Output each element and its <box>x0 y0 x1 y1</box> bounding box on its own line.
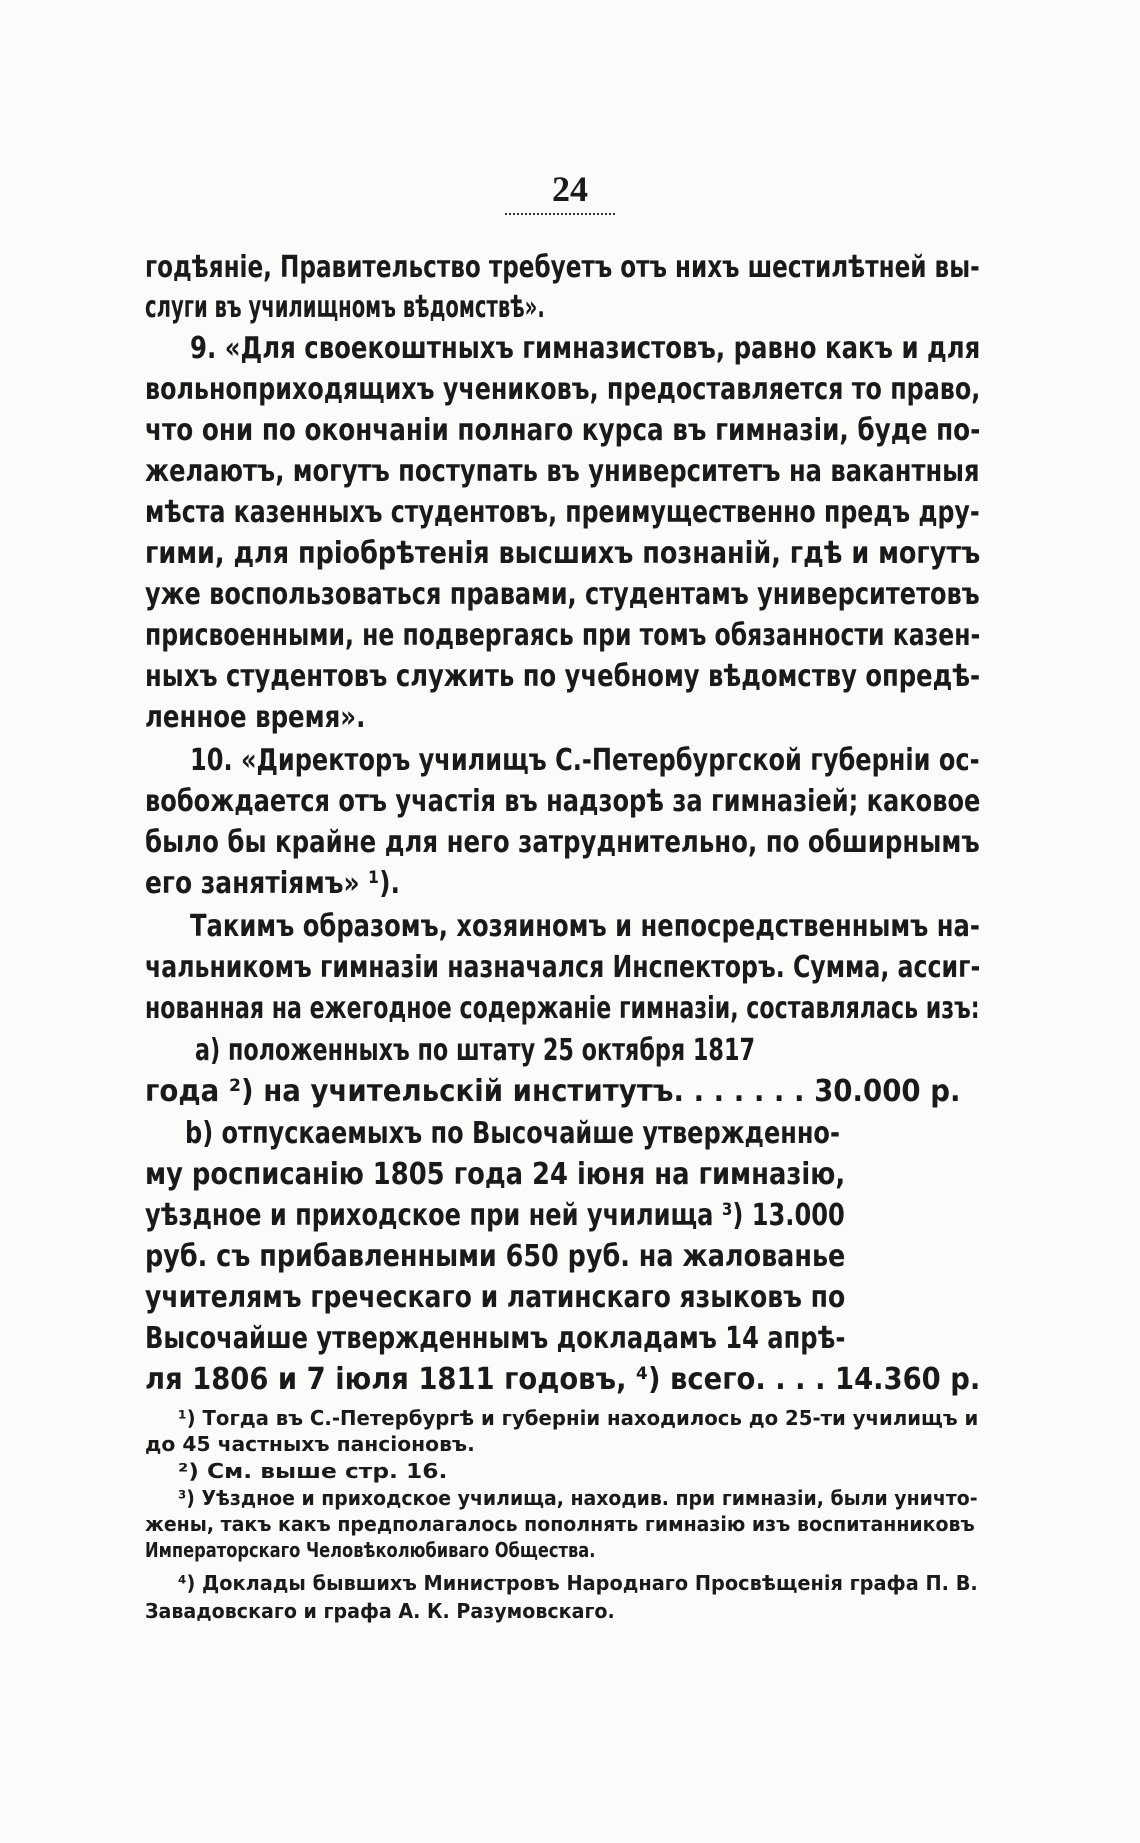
footnote-line: ¹) Тогда въ С.-Петербургѣ и губерніи находилось до 25-ти училищъ и <box>178 1406 979 1430</box>
footnote-line: жены, такъ какъ предполагалось пополнять гимназію изъ воспитанниковъ <box>145 1512 975 1536</box>
body-line: вольноприходящихъ учениковъ, предоставляется то право, <box>145 372 981 407</box>
body-line: ля 1806 и 7 іюля 1811 годовъ, ⁴) всего. . . . 14.360 р. <box>145 1362 981 1397</box>
body-line: вобождается отъ участія въ надзорѣ за гимназіей; каковое <box>145 784 981 819</box>
body-line: годѣяніе, Правительство требуетъ отъ нихъ шестилѣтней вы- <box>145 250 980 285</box>
body-line: 10. «Директоръ училищъ С.-Петербургской губерніи ос- <box>190 743 980 778</box>
body-line: чальникомъ гимназіи назначался Инспекторъ. Сумма, ассиг- <box>145 950 981 985</box>
footnote-line: ²) См. выше стр. 16. <box>178 1459 448 1483</box>
body-line: b) отпускаемыхъ по Высочайше утвержденно- <box>185 1116 840 1151</box>
footnote-line: Императорскаго Человѣколюбиваго Общества. <box>145 1538 596 1562</box>
footnote-line: ⁴) Доклады бывшихъ Министровъ Народнаго Просвѣщенія графа П. В. <box>178 1571 978 1595</box>
body-line: его занятіямъ» ¹). <box>145 866 401 901</box>
body-line: слуги въ училищномъ вѣдомствѣ». <box>145 290 545 325</box>
body-line: 9. «Для своекоштныхъ гимназистовъ, равно какъ и для <box>190 331 981 366</box>
body-line: уже воспользоваться правами, студентамъ университетовъ <box>145 577 980 612</box>
body-line: года ²) на учительскій институтъ. . . . . . . 30.000 р. <box>145 1074 961 1109</box>
footnote-line: Завадовскаго и графа А. К. Разумовскаго. <box>145 1599 615 1623</box>
body-line: желаютъ, могутъ поступать въ университетъ на вакантныя <box>145 454 980 489</box>
body-line: руб. съ прибавленными 650 руб. на жалованье <box>145 1239 846 1274</box>
footnote-line: ³) Уѣздное и приходское училища, находив. при гимназіи, были уничто- <box>178 1486 978 1510</box>
body-line: учителямъ греческаго и латинскаго языковъ по <box>145 1280 846 1315</box>
body-line: присвоенными, не подвергаясь при томъ обязанности казен- <box>145 618 981 653</box>
page-number-rule <box>505 213 615 215</box>
body-line: ныхъ студентовъ служить по учебному вѣдомству опредѣ- <box>145 659 981 694</box>
body-line: нованная на ежегодное содержаніе гимназіи, составлялась изъ: <box>145 991 980 1026</box>
body-line: уѣздное и приходское при ней училища ³) 13.000 <box>145 1198 845 1233</box>
body-line: му росписанію 1805 года 24 іюня на гимназію, <box>145 1157 846 1192</box>
footnote-line: до 45 частныхъ пансіоновъ. <box>145 1432 475 1456</box>
body-line: ленное время». <box>145 700 366 735</box>
page-number: 24 <box>552 169 588 209</box>
body-line: что они по окончаніи полнаго курса въ гимназіи, буде по- <box>145 413 981 448</box>
body-line: Высочайше утвержденнымъ докладамъ 14 апрѣ- <box>145 1321 846 1356</box>
body-line: Такимъ образомъ, хозяиномъ и непосредственнымъ на- <box>190 909 980 944</box>
body-line: мѣста казенныхъ студентовъ, преимущественно предъ дру- <box>145 495 980 530</box>
body-line: было бы крайне для него затруднительно, по обширнымъ <box>145 825 980 860</box>
body-line: a) положенныхъ по штату 25 октября 1817 <box>195 1033 755 1068</box>
body-line: гими, для пріобрѣтенія высшихъ познаній, гдѣ и могутъ <box>145 536 981 571</box>
